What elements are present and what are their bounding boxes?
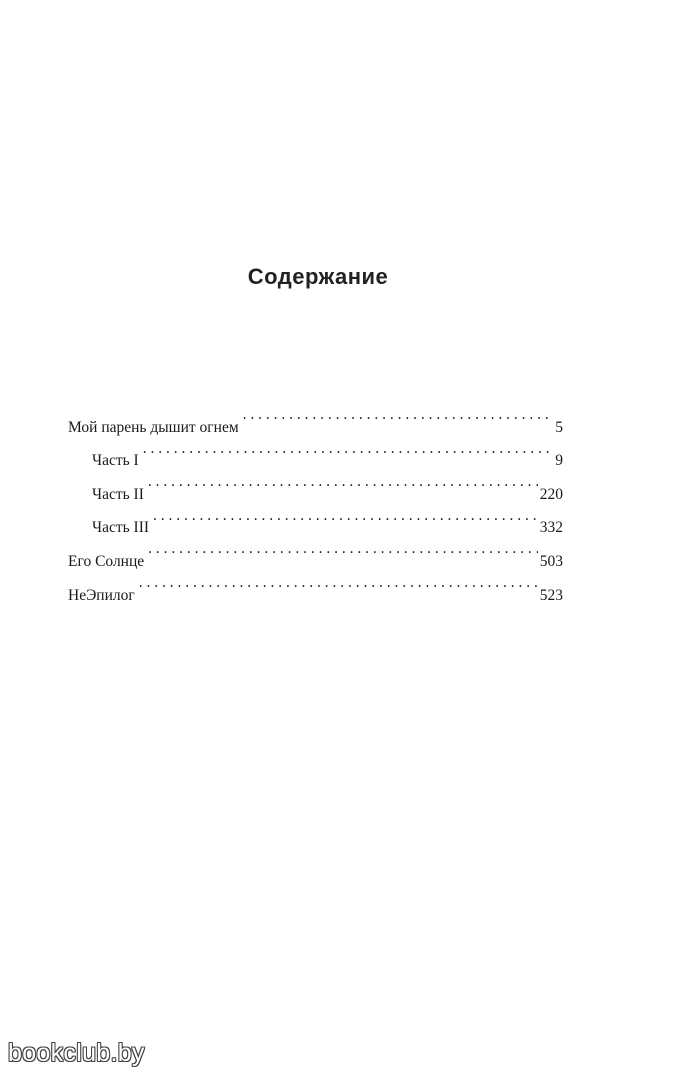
watermark: bookclub.by [8,1039,145,1067]
dot-leader [148,532,538,566]
toc-entry-title: Часть II [92,485,144,503]
toc-entry-title: Его Солнце [68,552,145,570]
toc-entry-title: Часть III [92,519,150,537]
dot-leader [139,566,538,600]
toc-entry-title: Мой парень дышит огнем [68,418,239,436]
toc-entry-title: НеЭпилог [68,586,135,604]
toc-entry [68,432,563,470]
toc-entry-page: 332 [538,511,563,545]
toc-entry-page: 503 [538,545,563,579]
toc-entry-page: 9 [553,444,563,478]
toc-entry-page: 523 [538,579,563,613]
toc-entry-page: 5 [553,411,563,445]
dot-leader [143,432,554,466]
toc-entry-title: Часть I [92,452,139,470]
toc-entry [68,398,563,436]
table-of-contents [68,398,563,604]
dot-leader [148,465,538,499]
toc-entry-page: 220 [538,478,563,512]
dot-leader [243,398,554,432]
page-title: Содержание [247,264,389,289]
dot-leader [153,499,538,533]
toc-entry [68,566,563,604]
